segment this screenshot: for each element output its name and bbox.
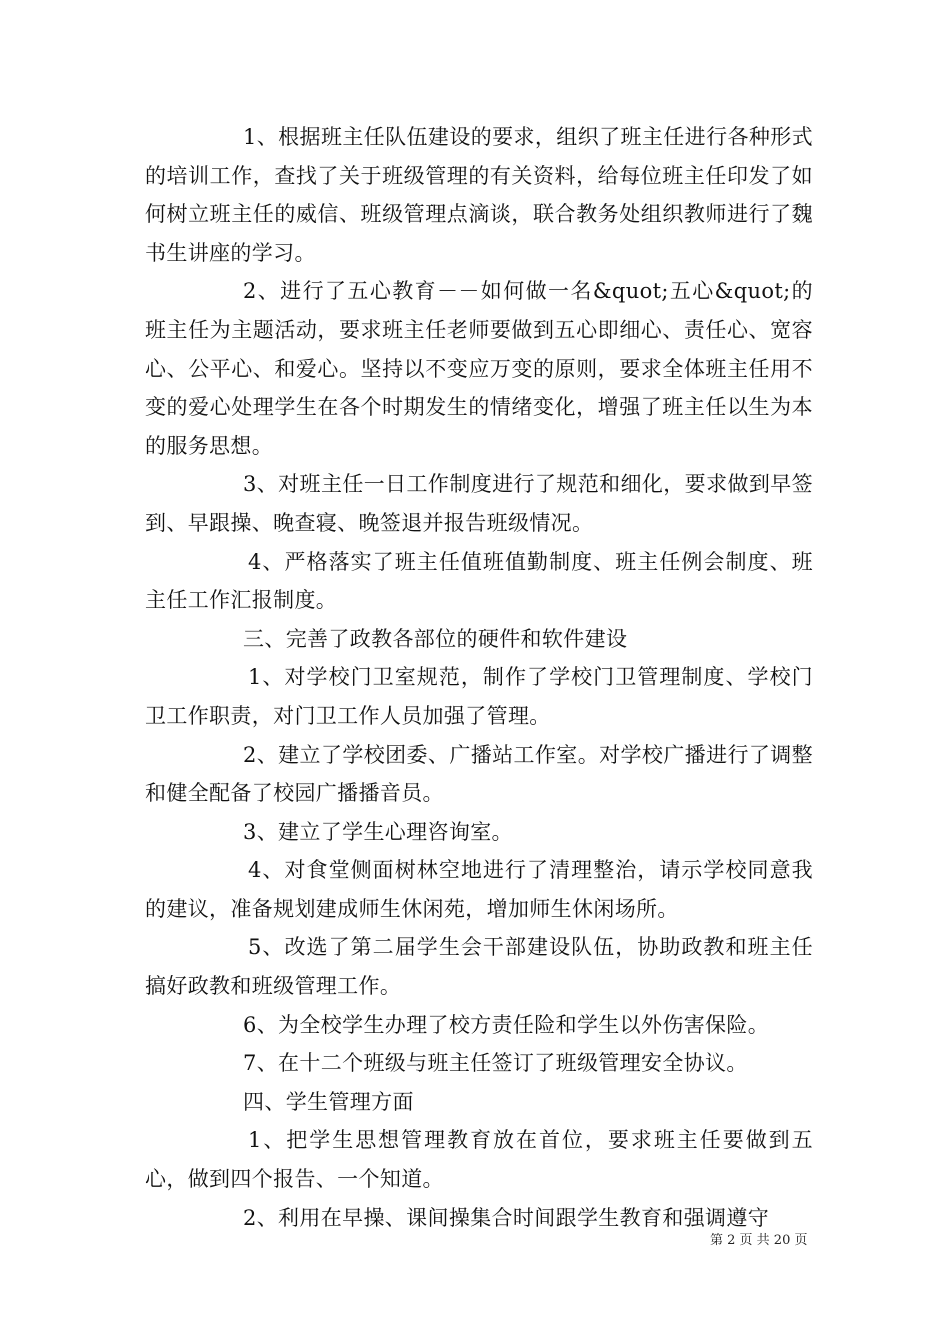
paragraph-9: 5、改选了第二届学生会干部建设队伍，协助政教和班主任搞好政教和班级管理工作。	[145, 935, 813, 999]
paragraph-4: 4、严格落实了班主任值班值勤制度、班主任例会制度、班主任工作汇报制度。	[145, 549, 813, 613]
section-heading-3: 三、完善了政教各部位的硬件和软件建设	[243, 626, 628, 651]
paragraph-13: 2、利用在早操、课间操集合时间跟学生教育和强调遵守	[243, 1205, 770, 1230]
page-number-footer: 第 2 页 共 20 页	[710, 1233, 808, 1248]
paragraph-10: 6、为全校学生办理了校方责任险和学生以外伤害保险。	[243, 1012, 770, 1037]
section-heading-4: 四、学生管理方面	[243, 1089, 414, 1114]
paragraph-8: 4、对食堂侧面树林空地进行了清理整治，请示学校同意我的建议，准备规划建成师生休闲苑，增加师生休闲场所。	[145, 858, 813, 921]
paragraph-3: 3、对班主任一日工作制度进行了规范和细化，要求做到早签到、早跟操、晚查寝、晚签退并报告班级情况。	[145, 472, 813, 535]
document-body	[145, 118, 813, 1237]
paragraph-12: 1、把学生思想管理教育放在首位，要求班主任要做到五心，做到四个报告、一个知道。	[145, 1128, 813, 1192]
paragraph-2: 2、进行了五心教育－－如何做一名&quot;五心&quot;的班主任为主题活动，要求班主任老师要做到五心即细心、责任心、宽容心、公平心、和爱心。坚持以不变应万变的原则，要求全体班主任用不变的爱心处理学生在各个时期发生的情绪变化，增强了班主任以生为本的服务思想。	[145, 279, 813, 458]
paragraph-11: 7、在十二个班级与班主任签订了班级管理安全协议。	[243, 1051, 748, 1076]
paragraph-5: 1、对学校门卫室规范，制作了学校门卫管理制度、学校门卫工作职责，对门卫工作人员加强了管理。	[145, 665, 813, 728]
paragraph-6: 2、建立了学校团委、广播站工作室。对学校广播进行了调整和健全配备了校园广播播音员。	[145, 742, 813, 806]
paragraph-1: 1、根据班主任队伍建设的要求，组织了班主任进行各种形式的培训工作，查找了关于班级管理的有关资料，给每位班主任印发了如何树立班主任的威信、班级管理点滴谈，联合教务处组织教师进行了魏书生讲座的学习。	[145, 125, 813, 265]
paragraph-7: 3、建立了学生心理咨询室。	[243, 819, 513, 844]
